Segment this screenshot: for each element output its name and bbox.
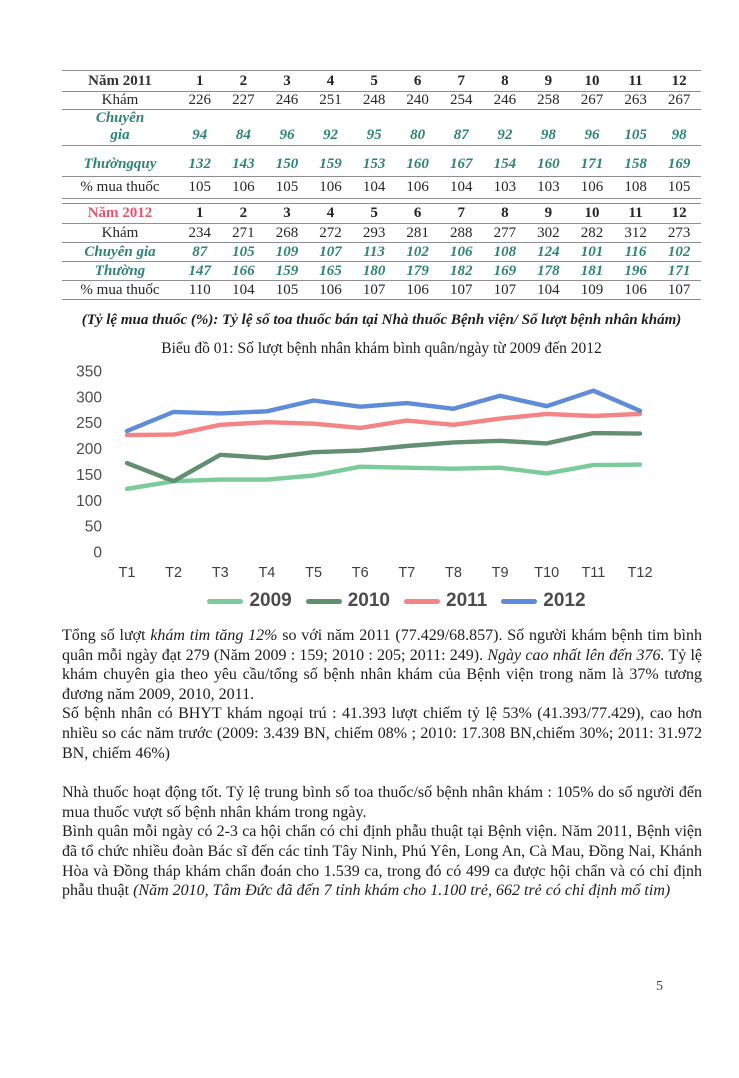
table-cell: 108 — [493, 243, 517, 260]
table-cell: 281 — [406, 224, 429, 241]
table-cell: 80 — [410, 126, 426, 143]
table-row — [62, 145, 701, 176]
table-cell: 106 — [406, 178, 429, 195]
table-cell: 165 — [319, 262, 342, 279]
table-cell: 113 — [363, 243, 385, 260]
table-cell: 107 — [493, 281, 517, 298]
x-axis-tick-label: T8 — [445, 565, 462, 581]
table-cell: 109 — [580, 281, 604, 298]
text-segment: so với năm 2011 (77.429/68.857). Số người khám bệnh tim bình quân mỗi ngày đạt 279 (Năm 2009 : 159; 2010 : 205; 2011: 249). — [62, 627, 703, 664]
row-label: Khám — [101, 224, 139, 241]
legend-label: 2009 — [249, 590, 292, 611]
table-cell: 158 — [624, 155, 647, 172]
month-header-cell: 1 — [196, 72, 204, 89]
table-cell: 105 — [624, 126, 647, 143]
month-header-cell: 8 — [501, 205, 509, 222]
table-cell: 94 — [192, 126, 208, 143]
table-row — [62, 243, 701, 262]
y-axis-tick-label: 300 — [76, 389, 102, 407]
table-cell: 104 — [232, 281, 255, 298]
table-2012 — [62, 203, 701, 300]
table-cell: 96 — [584, 126, 600, 143]
table-cell: 103 — [537, 178, 560, 195]
y-axis-tick-label: 150 — [76, 466, 102, 484]
y-axis-tick-label: 100 — [76, 492, 102, 510]
table-row — [62, 92, 701, 110]
legend-label: 2012 — [543, 590, 586, 611]
row-label: Chuyên gia — [84, 243, 156, 260]
month-header-cell: 3 — [283, 205, 291, 222]
text-block — [62, 626, 702, 763]
table-cell: 263 — [624, 92, 647, 109]
table-cell: 179 — [406, 262, 429, 279]
legend-item-2012 — [501, 590, 585, 612]
table-cell: 103 — [493, 178, 517, 195]
table-row — [62, 224, 701, 243]
table-cell: 169 — [493, 262, 517, 279]
legend-label: 2011 — [446, 590, 488, 611]
table-cell: 227 — [232, 92, 255, 109]
table-cell: 277 — [493, 224, 517, 241]
table-cell: 95 — [366, 126, 382, 143]
table-cell: 272 — [319, 224, 342, 241]
table-cell: 150 — [275, 155, 299, 172]
row-label: Thường — [94, 262, 146, 279]
month-header-cell: 12 — [671, 72, 687, 89]
month-header-cell: 11 — [628, 205, 643, 222]
row-label: Khám — [101, 92, 139, 109]
table-cell: 107 — [450, 281, 473, 298]
page-number: 5 — [656, 979, 663, 994]
month-header-cell: 4 — [326, 72, 335, 89]
table-cell: 106 — [580, 178, 604, 195]
y-axis-tick-label: 350 — [76, 363, 102, 381]
table-cell: 160 — [537, 155, 560, 172]
table-cell: 273 — [667, 224, 691, 241]
row-label: Chuyên gia — [95, 110, 145, 143]
month-header-cell: 12 — [671, 205, 687, 222]
table-cell: 178 — [537, 262, 560, 279]
table-cell: 246 — [493, 92, 517, 109]
text-segment: Tỷ lệ khám chuyên gia theo yêu cầu/tổng số bệnh nhân khám của Bệnh viện trong năm là 37% tương đương năm 2009, 2010, 2011. — [62, 646, 703, 703]
table-cell: 92 — [323, 126, 339, 143]
table-cell: 254 — [450, 92, 473, 109]
month-header-cell: 7 — [457, 205, 465, 222]
table-cell: 124 — [537, 243, 560, 260]
chart-legend — [62, 587, 701, 615]
table-2011 — [62, 70, 701, 199]
legend-item-2009 — [207, 590, 291, 612]
table-cell: 87 — [453, 126, 469, 143]
table-cell: 116 — [624, 243, 647, 260]
row-label: Thườngquy — [83, 155, 157, 172]
table-cell: 106 — [624, 281, 647, 298]
table-cell: 159 — [275, 262, 299, 279]
table-cell: 246 — [275, 92, 299, 109]
month-header-cell: 2 — [239, 205, 248, 222]
table-header-row — [62, 204, 701, 224]
table-footnote: (Tỷ lệ mua thuốc (%): Tỷ lệ số toa thuốc bán tại Nhà thuốc Bệnh viện/ Số lượt bệnh nhân khám) — [81, 312, 682, 328]
table-cell: 182 — [450, 262, 473, 279]
x-axis-tick-label: T1 — [118, 565, 136, 581]
row-label: % mua thuốc — [80, 281, 160, 298]
table-cell: 107 — [319, 243, 342, 260]
table-header-row — [62, 71, 701, 92]
table-cell: 102 — [667, 243, 691, 260]
month-header-cell: 3 — [283, 72, 291, 89]
table-cell: 105 — [232, 243, 255, 260]
table-cell: 293 — [362, 224, 386, 241]
table-cell: 105 — [188, 178, 212, 195]
table-cell: 107 — [362, 281, 386, 298]
table-cell: 167 — [450, 155, 473, 172]
table-cell: 106 — [406, 281, 429, 298]
month-header-cell: 10 — [584, 205, 600, 222]
paragraph — [62, 822, 702, 900]
table-cell: 288 — [450, 224, 473, 241]
y-axis-tick-label: 250 — [76, 415, 102, 433]
text-segment: Ngày cao nhất lên đến 376. — [487, 646, 665, 664]
month-header-cell: 2 — [239, 72, 248, 89]
x-axis-tick-label: T6 — [351, 565, 369, 581]
month-header-cell: 4 — [326, 205, 335, 222]
table-cell: 267 — [580, 92, 604, 109]
table-cell: 110 — [188, 281, 211, 298]
table-cell: 196 — [624, 262, 647, 279]
table-cell: 147 — [188, 262, 212, 279]
table-cell: 84 — [235, 126, 251, 143]
table-cell: 98 — [540, 126, 556, 143]
table-cell: 226 — [188, 92, 212, 109]
text-segment: Tổng số lượt — [62, 627, 151, 644]
month-header-cell: 6 — [413, 72, 422, 89]
table-cell: 105 — [275, 178, 299, 195]
table-cell: 87 — [192, 243, 208, 260]
table-cell: 106 — [319, 178, 342, 195]
table-cell: 181 — [580, 262, 604, 279]
table-cell: 258 — [537, 92, 560, 109]
table-cell: 143 — [232, 155, 255, 172]
table-cell: 102 — [406, 243, 429, 260]
paragraph — [62, 626, 702, 704]
month-header-cell: 11 — [628, 72, 643, 89]
x-axis-tick-label: T11 — [581, 565, 606, 581]
table-cell: 108 — [624, 178, 647, 195]
month-header-cell: 9 — [544, 72, 553, 89]
table-cell: 302 — [537, 224, 560, 241]
month-header-cell: 7 — [457, 72, 465, 89]
table-cell: 106 — [319, 281, 342, 298]
table-cell: 171 — [580, 155, 604, 172]
x-axis-tick-label: T10 — [534, 565, 560, 581]
text-segment: Nhà thuốc hoạt động tốt. Tỷ lệ trung bình số toa thuốc/số bệnh nhân khám : 105% do số người đến mua thuốc vượt số bệnh nhân khám trong ngày. — [62, 784, 702, 821]
table-cell: 106 — [450, 243, 473, 260]
legend-dash-icon — [306, 599, 342, 604]
body-text — [62, 626, 702, 901]
table-cell: 248 — [362, 92, 386, 109]
chart-title: Biểu đồ 01: Số lượt bệnh nhân khám bình quân/ngày từ 2009 đến 2012 — [161, 339, 602, 357]
table-cell: 271 — [232, 224, 255, 241]
line-chart — [60, 358, 705, 586]
table-cell: 109 — [275, 243, 299, 260]
table-cell: 96 — [279, 126, 295, 143]
row-label: % mua thuốc — [80, 178, 160, 195]
legend-item-2010 — [306, 590, 390, 612]
legend-label: 2010 — [347, 590, 391, 611]
series-2010-line — [127, 433, 640, 481]
table-cell: 104 — [537, 281, 560, 298]
month-header-cell: 5 — [370, 72, 378, 89]
table-cell: 166 — [232, 262, 255, 279]
x-axis-tick-label: T3 — [211, 565, 229, 581]
table-title: Năm 2012 — [87, 205, 153, 222]
x-axis-tick-label: T7 — [398, 565, 416, 581]
table-cell: 104 — [450, 178, 473, 195]
table-cell: 251 — [319, 92, 342, 109]
table-cell: 171 — [667, 262, 691, 279]
table-cell: 169 — [667, 155, 691, 172]
month-header-cell: 9 — [544, 205, 553, 222]
text-segment: khám tim tăng 12% — [150, 627, 278, 644]
table-cell: 101 — [580, 243, 604, 260]
text-block — [62, 783, 702, 901]
month-header-cell: 5 — [370, 205, 378, 222]
table-cell: 104 — [362, 178, 386, 195]
text-segment: Bình quân mỗi ngày có 2-3 ca hội chẩn có chi định phẫu thuật tại Bệnh viện. Năm 2011, Bệnh viện đã tổ chức nhiều đoàn Bác sĩ đến các tỉnh Tây Ninh, Phú Yên, Long An, Cà Mau, Đồng Nai, Khánh Hòa và Đồng tháp khám chẩn đoán cho 1.539 ca, trong đó có 499 ca được hội chẩn và có chỉ định phẫu thuật — [62, 823, 702, 900]
table-cell: 282 — [580, 224, 604, 241]
month-header-cell: 8 — [501, 72, 509, 89]
table-row — [62, 176, 701, 198]
text-segment: (Năm 2010, Tâm Đức đã đến 7 tỉnh khám cho 1.100 trẻ, 662 trẻ có chỉ định mổ tim) — [133, 882, 671, 900]
table-cell: 180 — [362, 262, 386, 279]
series-2011-line — [127, 414, 640, 435]
table-cell: 105 — [667, 178, 691, 195]
y-axis-tick-label: 50 — [84, 518, 102, 536]
table-cell: 105 — [275, 281, 299, 298]
table-cell: 132 — [188, 155, 212, 172]
table-cell: 107 — [667, 281, 691, 298]
legend-dash-icon — [501, 599, 537, 604]
table-cell: 240 — [406, 92, 429, 109]
table-cell: 153 — [362, 155, 386, 172]
legend-dash-icon — [404, 599, 440, 604]
legend-item-2011 — [404, 590, 487, 612]
x-axis-tick-label: T5 — [305, 565, 323, 581]
table-cell: 154 — [493, 155, 517, 172]
table-cell: 160 — [406, 155, 429, 172]
table-cell: 92 — [497, 126, 513, 143]
table-cell: 312 — [624, 224, 647, 241]
table-cell: 159 — [319, 155, 342, 172]
month-header-cell: 6 — [413, 205, 422, 222]
x-axis-tick-label: T2 — [165, 565, 183, 581]
table-cell: 106 — [232, 178, 255, 195]
table-cell: 98 — [671, 126, 687, 143]
x-axis-tick-label: T12 — [627, 565, 653, 581]
paragraph — [62, 783, 702, 822]
table-row — [62, 281, 701, 300]
table-row — [62, 262, 701, 281]
table-title: Năm 2011 — [88, 72, 152, 89]
legend-dash-icon — [207, 599, 243, 604]
table-cell: 267 — [667, 92, 691, 109]
month-header-cell: 1 — [196, 205, 204, 222]
x-axis-tick-label: T9 — [491, 565, 509, 581]
table-row — [62, 110, 701, 146]
text-segment: Số bệnh nhân có BHYT khám ngoại trú : 41.393 lượt chiếm tỷ lệ 53% (41.393/77.429), cao hơn nhiều so các năm trước (2009: 3.439 BN, chiếm 08% ; 2010: 17.308 BN,chiếm 30%; 2011: 31.972 BN, chiếm 46%) — [62, 705, 702, 762]
table-cell: 268 — [275, 224, 299, 241]
y-axis-tick-label: 200 — [76, 441, 102, 459]
y-axis-tick-label: 0 — [93, 544, 102, 562]
table-cell: 234 — [188, 224, 212, 241]
series-2009-line — [127, 465, 640, 489]
paragraph — [62, 704, 702, 763]
x-axis-tick-label: T4 — [258, 565, 276, 581]
month-header-cell: 10 — [584, 72, 600, 89]
